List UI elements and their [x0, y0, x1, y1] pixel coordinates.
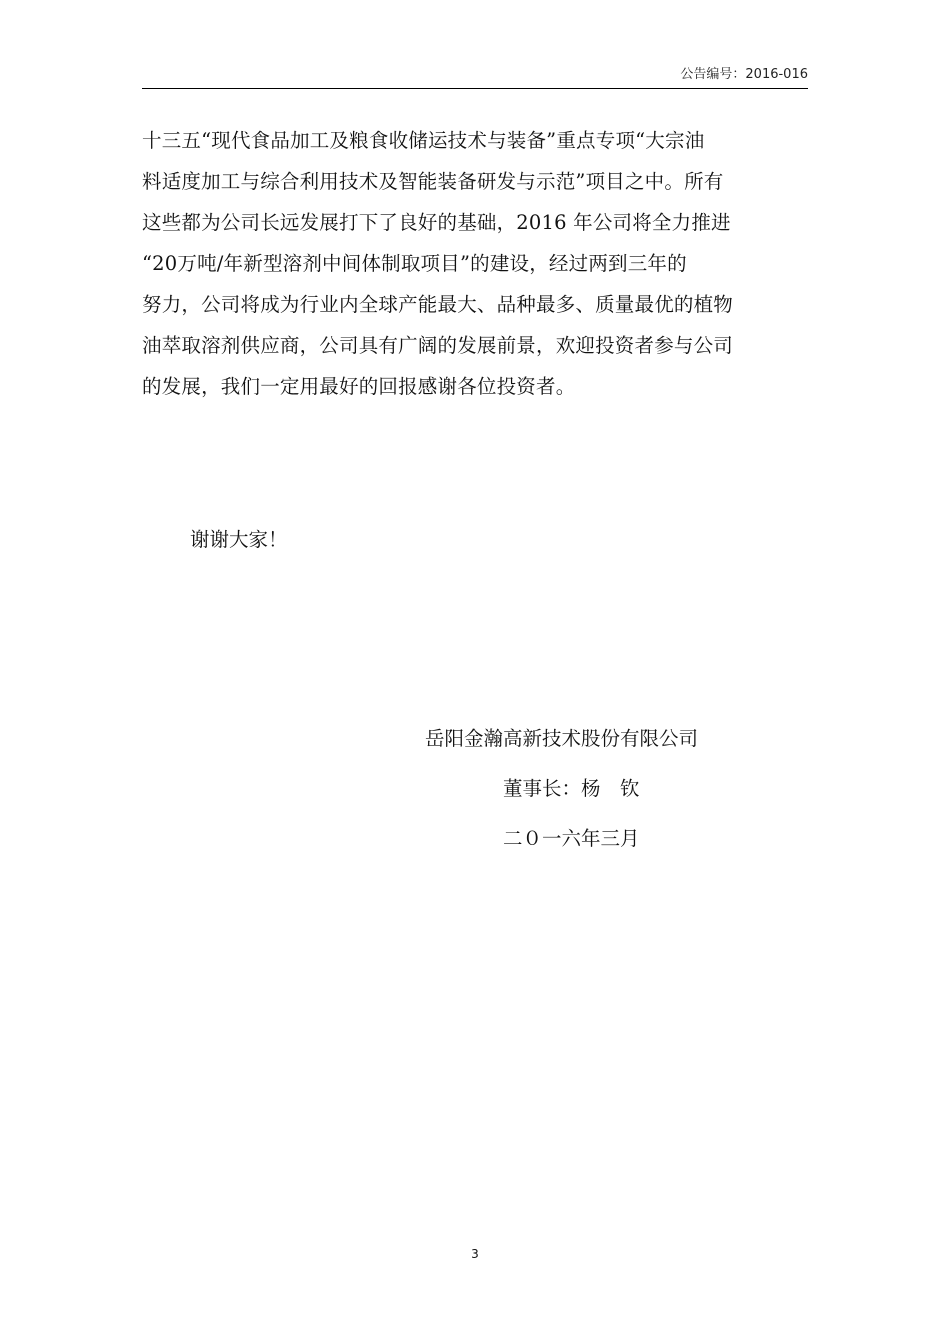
body-line: “20万吨/年新型溶剂中间体制取项目”的建设，经过两到三年的: [142, 252, 687, 275]
body-line: 努力，公司将成为行业内全球产能最大、品种最多、质量最优的植物: [142, 293, 734, 316]
body-paragraph: [142, 120, 822, 407]
body-line: 油萃取溶剂供应商，公司具有广阔的发展前景，欢迎投资者参与公司: [142, 334, 734, 357]
body-line: 这些都为公司长远发展打下了良好的基础，2016 年公司将全力推进: [142, 211, 731, 234]
announcement-number: 公告编号：2016-016: [680, 67, 808, 82]
closing-thanks: 谢谢大家！: [190, 528, 288, 551]
body-line: 料适度加工与综合利用技术及智能装备研发与示范”项目之中。所有: [142, 170, 724, 193]
body-line: 十三五“现代食品加工及粮食收储运技术与装备”重点专项“大宗油: [142, 129, 705, 152]
signature-company: 岳阳金瀚高新技术股份有限公司: [425, 727, 699, 750]
signature-date: 二０一六年三月: [503, 827, 640, 850]
body-line: 的发展，我们一定用最好的回报感谢各位投资者。: [142, 375, 576, 398]
signature-chairman: 董事长：杨 钦: [503, 777, 640, 800]
page-number: 3: [471, 1247, 479, 1261]
page-header: [142, 66, 808, 89]
